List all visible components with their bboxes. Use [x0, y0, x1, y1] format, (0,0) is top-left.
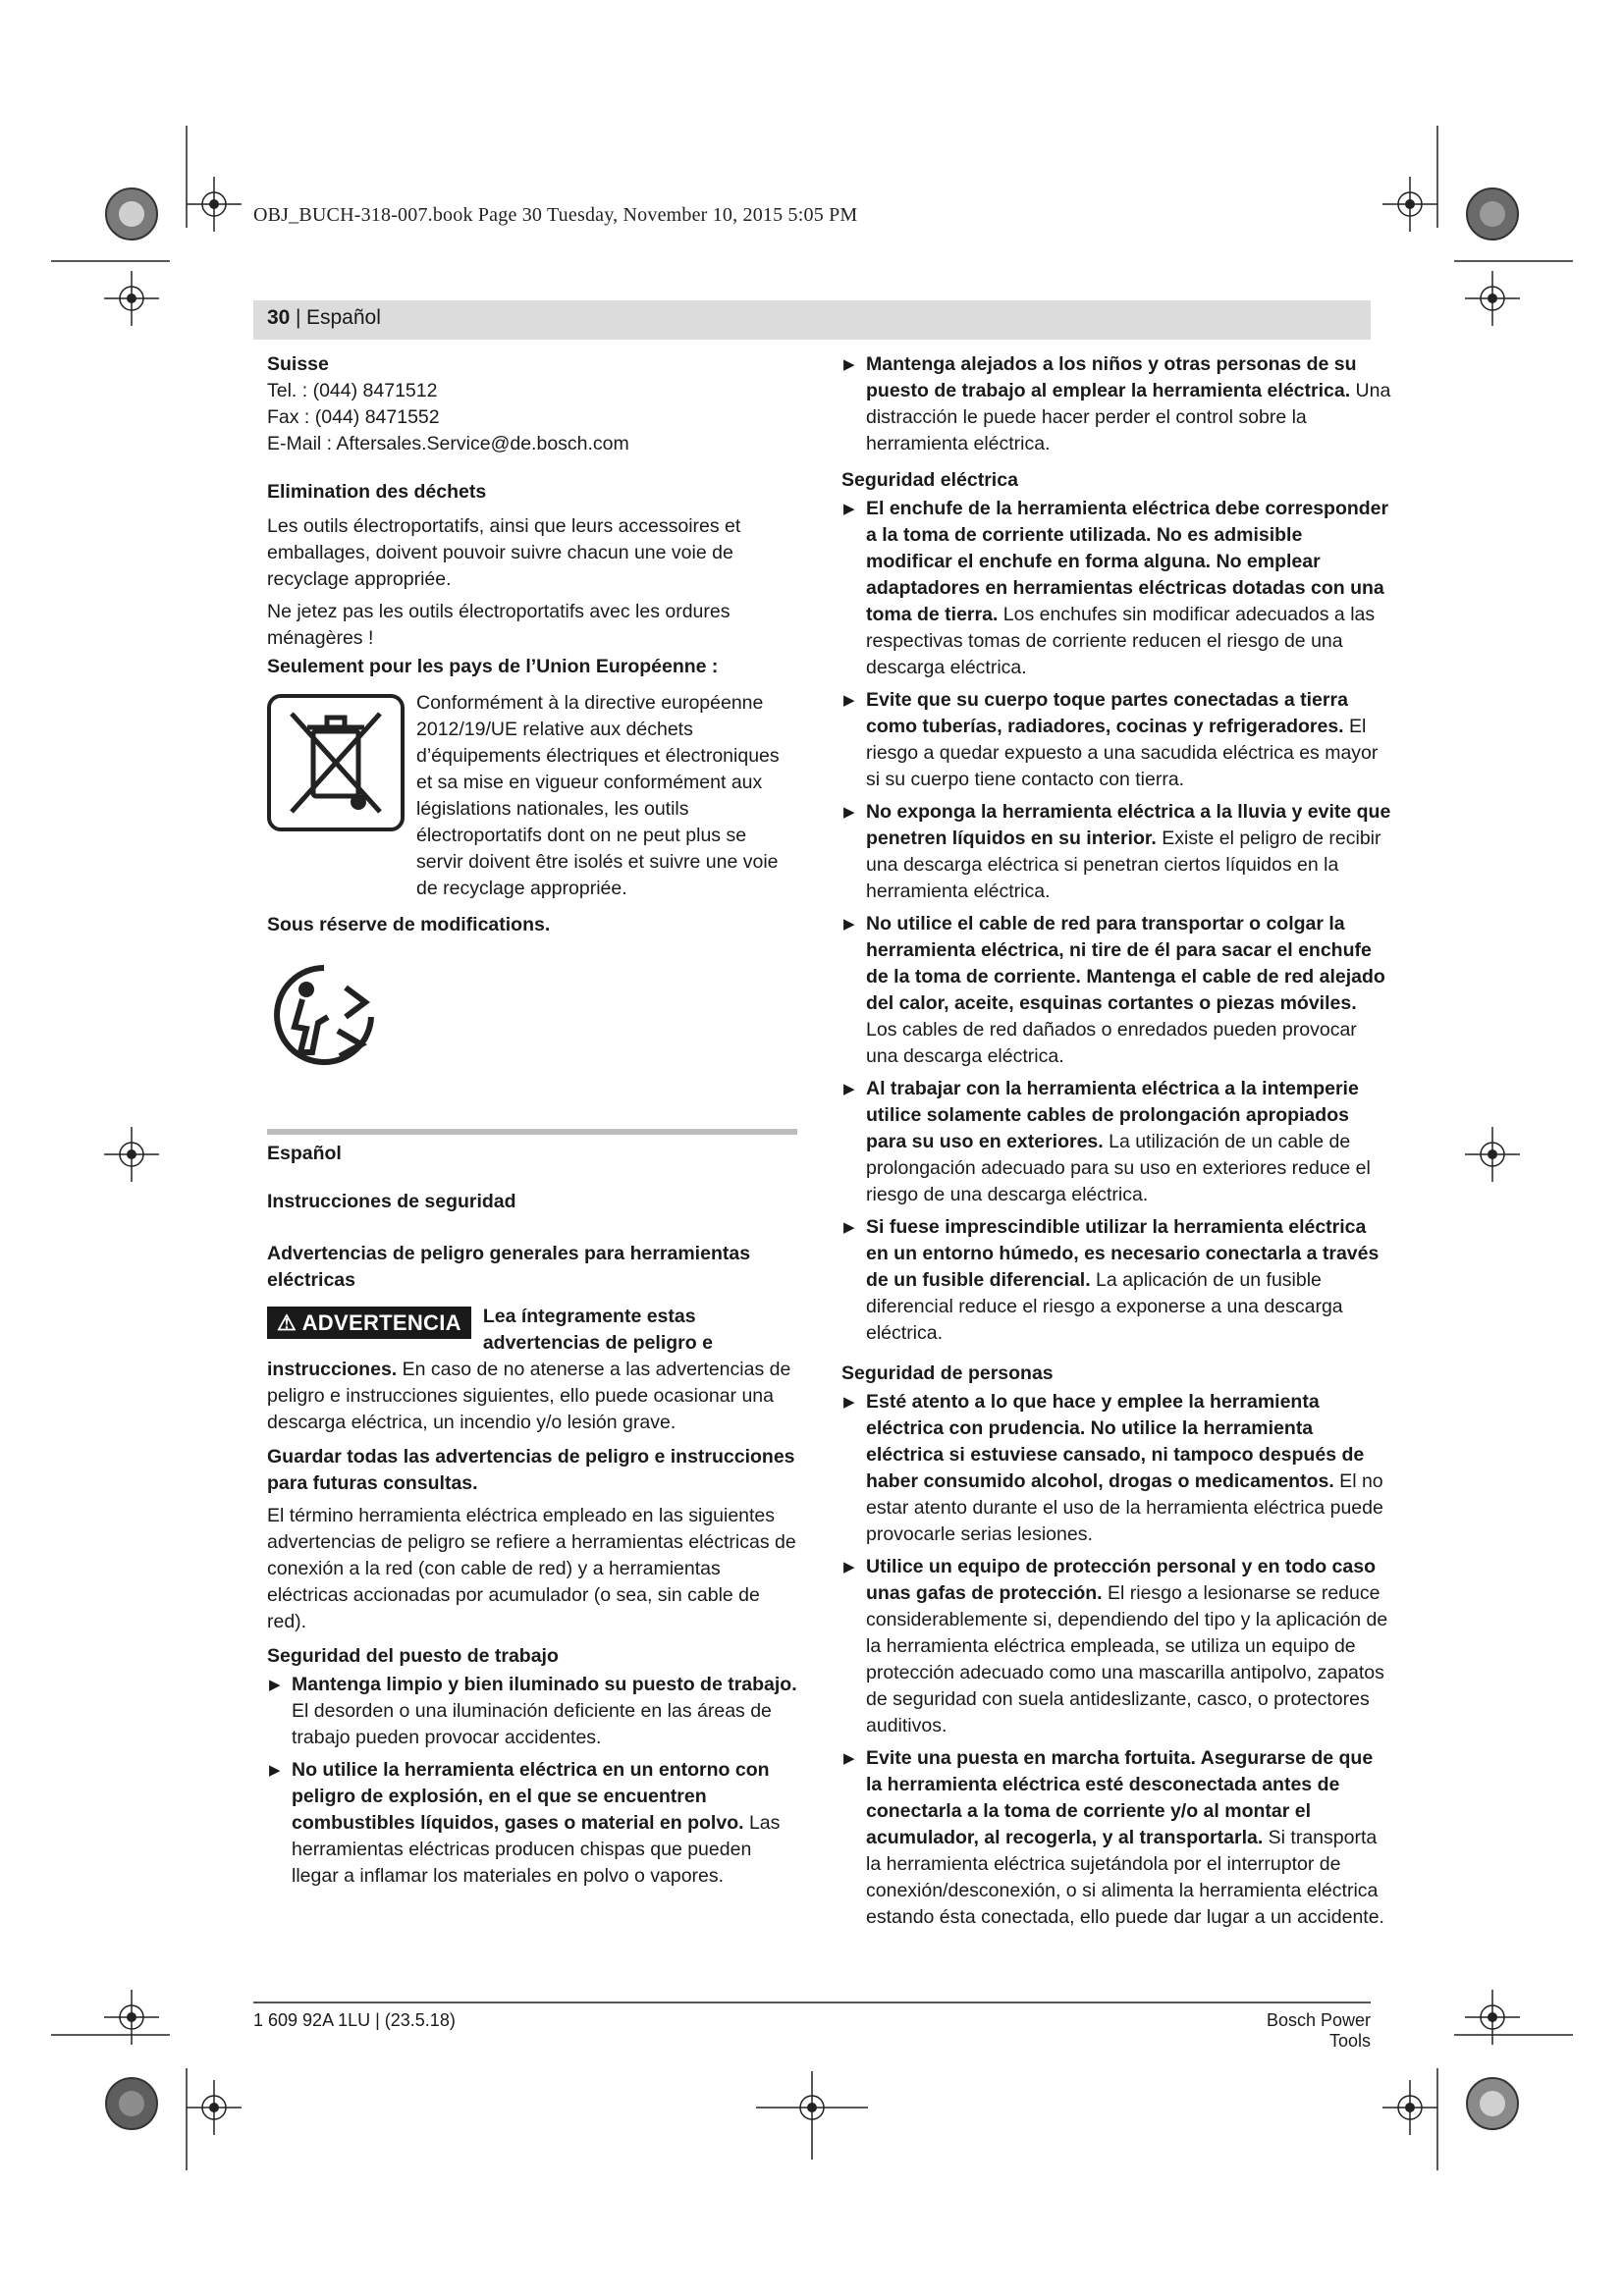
personal-item-1 [841, 1389, 1391, 1548]
workplace-item-1 [267, 1672, 797, 1751]
right-column [841, 347, 1391, 1931]
personal-item-1-rest: El no estar atento durante el uso de la herramienta eléctrica puede provocarle serias lesiones. [866, 1470, 1383, 1545]
term-definition: El término herramienta eléctrica empleado en las siguientes advertencias de peligro se refiere a herramientas eléctricas de conexión a la red (con cable de red) y a herramientas eléctricas accionadas por acumulador (o sea, sin cable de red). [267, 1505, 796, 1632]
electrical-item-5 [841, 1076, 1391, 1208]
suisse-fax: Fax : (044) 8471552 [267, 406, 440, 428]
safety-title: Instrucciones de seguridad [267, 1191, 516, 1212]
electrical-item-5-bold: Al trabajar con la herramienta eléctrica a la intemperie utilice solamente cables de prolongación apropiados para su uso en exteriores. [866, 1078, 1359, 1152]
electrical-item-1 [841, 496, 1391, 681]
electrical-item-6-rest: La aplicación de un fusible diferencial reduce el riesgo a exponerse a una descarga eléctrica. [866, 1269, 1343, 1344]
personal-item-2-rest: El riesgo a lesionarse se reduce considerablemente si, dependiendo del tipo y la aplicación de la herramienta eléctrica empleada, se utiliza un equipo de protección adecuado como una mascarilla antipolvo, zapatos de seguridad con suela antideslizante, casco, o protectores auditivos. [866, 1582, 1388, 1736]
workplace-item-1-bold: Mantenga limpio y bien iluminado su puesto de trabajo. [292, 1674, 797, 1695]
section-divider [267, 1129, 797, 1135]
suisse-title: Suisse [267, 353, 329, 375]
personal-item-1-bold: Esté atento a lo que hace y emplee la herramienta eléctrica con prudencia. No utilice la herramienta eléctrica si estuviese cansado, ni tampoco después de haber consumido alcohol, drogas o medicamentos. [866, 1391, 1365, 1492]
weee-block [267, 690, 797, 902]
workplace-item-2-bold: No utilice la herramienta eléctrica en un entorno con peligro de explosión, en el que se encuentren combustibles líquidos, gases o material en polvo. [292, 1759, 770, 1834]
reserve-text: Sous réserve de modifications. [267, 914, 551, 935]
electrical-item-2 [841, 687, 1391, 793]
personal-item-3 [841, 1745, 1391, 1931]
general-warnings-title: Advertencias de peligro generales para herramientas eléctricas [267, 1243, 751, 1291]
page-number: 30 [267, 306, 291, 329]
personal-item-2 [841, 1554, 1391, 1739]
electrical-item-2-rest: El riesgo a quedar expuesto a una sacudida eléctrica es mayor si su cuerpo tiene contacto con tierra. [866, 716, 1379, 790]
section-title-espanol: Español [267, 1143, 342, 1164]
workplace-item-2-rest: Las herramientas eléctricas producen chispas que pueden llegar a inflamar los materiales en polvo o vapores. [292, 1812, 781, 1887]
suisse-email: E-Mail : Aftersales.Service@de.bosch.com [267, 433, 629, 454]
workplace-item-1-rest: El desorden o una iluminación deficiente en las áreas de trabajo pueden provocar accidentes. [292, 1700, 772, 1748]
electrical-item-4-bold: No utilice el cable de red para transportar o colgar la herramienta eléctrica, ni tire de él para sacar el enchufe de la toma de corriente. Mantenga el cable de red alejado del calor, aceite, esquinas cortantes o piezas móviles. [866, 913, 1385, 1014]
personal-item-3-bold: Evite una puesta en marcha fortuita. Asegurarse de que la herramienta eléctrica esté desconectada antes de conectarla a la toma de corriente y/o al montar el acumulador, al recogerla, y al transportarla. [866, 1747, 1374, 1848]
eu-title: Seulement pour les pays de l’Union Européenne : [267, 656, 719, 677]
footer-rule [253, 2002, 1371, 2003]
triangle-bullet-icon: ▶ [843, 356, 855, 373]
triangle-bullet-icon: ▶ [843, 1081, 855, 1097]
header-language: Español [306, 306, 381, 329]
electrical-item-1-bold: El enchufe de la herramienta eléctrica debe corresponder a la toma de corriente utilizada. No es admisible modificar el enchufe en forma alguna. No emplear adaptadores en herramientas eléctricas dotadas con una toma de tierra. [866, 498, 1389, 625]
triangle-bullet-icon: ▶ [843, 1750, 855, 1767]
triangle-bullet-icon: ▶ [843, 501, 855, 517]
warning-intro [267, 1304, 797, 1436]
eu-directive-text: Conformément à la directive européenne 2012/19/UE relative aux déchets d’équipements électriques et électroniques et sa mise en vigueur conformément aux législations nationales, les outils électroportatifs dont on ne peut plus se servir doivent être isolés et suivre une voie de recyclage appropriée. [416, 692, 780, 899]
file-info-line: OBJ_BUCH-318-007.book Page 30 Tuesday, November 10, 2015 5:05 PM [253, 204, 858, 226]
electrical-item-2-bold: Evite que su cuerpo toque partes conectadas a tierra como tuberías, radiadores, cocinas y refrigeradores. [866, 689, 1348, 737]
triman-recycling-icon [267, 958, 385, 1066]
electrical-title: Seguridad eléctrica [841, 469, 1018, 491]
triangle-bullet-icon: ▶ [843, 1219, 855, 1236]
footer-brand: Bosch Power Tools [1266, 2010, 1371, 2051]
page-header [253, 300, 1371, 340]
warning-bold: Lea íntegramente estas advertencias de peligro e instrucciones. [267, 1306, 713, 1380]
elimination-p2: Ne jetez pas les outils électroportatifs avec les ordures ménagères ! [267, 601, 731, 649]
electrical-item-3 [841, 799, 1391, 905]
electrical-item-4-rest: Los cables de red dañados o enredados pueden provocar una descarga eléctrica. [866, 1019, 1357, 1067]
footer-doc-number: 1 609 92A 1LU | (23.5.18) [253, 2010, 456, 2030]
personal-safety-title: Seguridad de personas [841, 1362, 1054, 1384]
children-item-bold: Mantenga alejados a los niños y otras personas de su puesto de trabajo al emplear la herramienta eléctrica. [866, 353, 1357, 401]
workplace-item-2 [267, 1757, 797, 1890]
left-column [267, 347, 797, 1890]
triangle-bullet-icon: ▶ [269, 1762, 281, 1779]
warning-rest: En caso de no atenerse a las advertencias de peligro e instrucciones siguientes, ello puede ocasionar una descarga eléctrica, un incendio y/o lesión grave. [267, 1359, 791, 1433]
triangle-bullet-icon: ▶ [843, 916, 855, 933]
crossed-out-bin-icon [267, 694, 405, 831]
electrical-item-3-rest: Existe el peligro de recibir una descarga eléctrica si penetran ciertos líquidos en la herramienta eléctrica. [866, 828, 1381, 902]
warning-badge: ⚠ ADVERTENCIA [267, 1307, 471, 1339]
triangle-bullet-icon: ▶ [843, 692, 855, 709]
keep-instructions: Guardar todas las advertencias de peligro e instrucciones para futuras consultas. [267, 1446, 795, 1494]
elimination-p1: Les outils électroportatifs, ainsi que leurs accessoires et emballages, doivent pouvoir suivre chacun une voie de recyclage appropriée. [267, 515, 741, 590]
children-item [841, 351, 1391, 457]
children-item-rest: Una distracción le puede hacer perder el control sobre la herramienta eléctrica. [866, 380, 1391, 454]
personal-item-3-rest: Si transporta la herramienta eléctrica sujetándola por el interruptor de conexión/desconexión, o si alimenta la herramienta eléctrica estando ésta conectada, ello puede dar lugar a un accidente. [866, 1827, 1384, 1928]
suisse-tel: Tel. : (044) 8471512 [267, 380, 438, 401]
triangle-bullet-icon: ▶ [269, 1677, 281, 1693]
personal-item-2-bold: Utilice un equipo de protección personal y en todo caso unas gafas de protección. [866, 1556, 1376, 1604]
triangle-bullet-icon: ▶ [843, 1559, 855, 1575]
elimination-title: Elimination des déchets [267, 481, 487, 503]
triangle-bullet-icon: ▶ [843, 1394, 855, 1411]
electrical-item-5-rest: La utilización de un cable de prolongación adecuado para su uso en exteriores reduce el riesgo de una descarga eléctrica. [866, 1131, 1371, 1205]
electrical-item-4 [841, 911, 1391, 1070]
electrical-item-3-bold: No exponga la herramienta eléctrica a la lluvia y evite que penetren líquidos en su interior. [866, 801, 1391, 849]
triangle-bullet-icon: ▶ [843, 804, 855, 821]
header-separator: | [296, 306, 301, 329]
electrical-item-6 [841, 1214, 1391, 1347]
electrical-item-6-bold: Si fuese imprescindible utilizar la herramienta eléctrica en un entorno húmedo, es necesario conectarla a través de un fusible diferencial. [866, 1216, 1380, 1291]
electrical-item-1-rest: Los enchufes sin modificar adecuados a las respectivas tomas de corriente reducen el riesgo de una descarga eléctrica. [866, 604, 1376, 678]
workplace-title: Seguridad del puesto de trabajo [267, 1645, 559, 1667]
